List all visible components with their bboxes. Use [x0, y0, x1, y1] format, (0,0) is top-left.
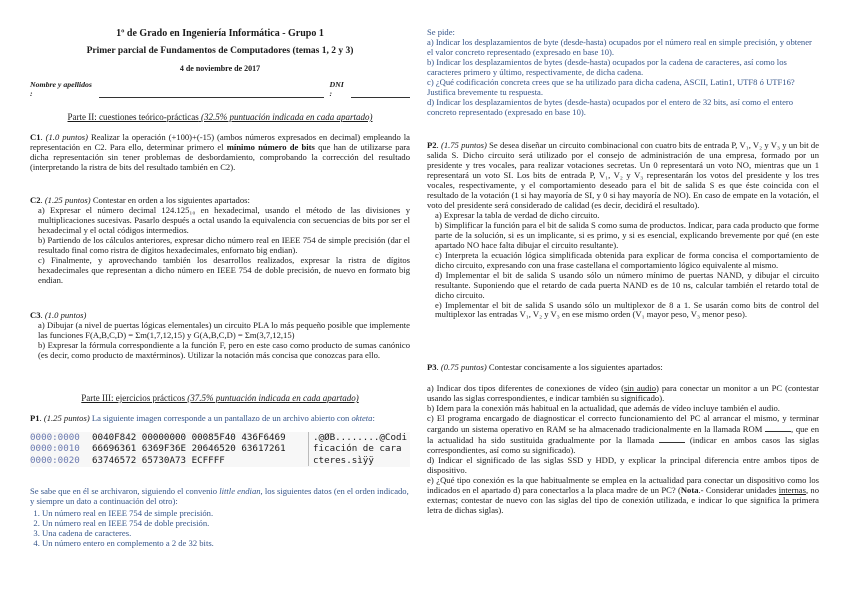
name-label: Nombre y apellidos : — [30, 80, 92, 99]
p3-item-c — [427, 414, 819, 456]
exam-title: Primer parcial de Fundamentos de Computadores (temas 1, 2 y 3) — [86, 46, 354, 56]
list-item: 4. Un número entero en complemento a 2 de 32 bits. — [42, 539, 410, 549]
p1-after-ital: little endian — [219, 486, 261, 496]
p1-question-c: c) ¿Qué codificación concreta crees que se ha utilizado para dicha cadena, ASCII, Latin1, UTF8 ó UTF16? Justifica brevemente tu respuesta. — [427, 76, 795, 97]
p3-e-pre: e) ¿Qué tipo conexión es la que habitualmente se emplea en la actualidad para conectar un dispositivo como los indicados en el apartado d) para conectarlos a la placa madre de un PC? ( — [427, 474, 819, 495]
p2-intro: Se desea diseñar un circuito combinacional con cuatro bits de entrada P, V₁, V₂ y V₃ y un bit de salida S. Dicho circuito será utilizado por el consejo de administración de una empresa, formado por un presidente y tres vocales, para realizar votaciones secretas. Un 0 representará un voto NO, mientras que un 1 representará un voto SI. Los bits de entrada P, V₁, V₂ y V₃ representarán los votos del presidente y los tres vocales, respectivamente, y el comportamiento deseado para el bit de salida S es que éste coincida con el resultado de la votación (1 si hay mayoría de SI, y 0 si hay mayoría de NO). En caso de empate en la votación, el voto del presidente será considerado de calidad (es decir, decidirá el resultado). — [427, 140, 820, 210]
c2-points: (1.25 puntos) — [44, 195, 91, 205]
c1-points: (1.0 puntos) — [45, 132, 88, 142]
p1-after-a: Se sabe que en él se archivaron, siguiendo el convenio — [30, 486, 218, 496]
dni-label: DNI : — [329, 80, 344, 99]
part2-heading — [30, 112, 410, 122]
p1-question-b: b) Indicar los desplazamientos de bytes (desde-hasta) ocupados por la cadena de caracteres, así como los caracteres primero y último, respectivamente, de dicha cadena. — [427, 56, 787, 77]
p3-c-pre: c) El programa encargado de diagnosticar el correcto funcionamiento del PC al arrancar el mismo, y terminar cargando un sistema operativo en RAM se ha almacenado tradicionalmente en la llamada ROM — [427, 412, 819, 434]
p1-tool: okteta — [351, 413, 373, 423]
list-item: 3. Una cadena de caracteres. — [42, 529, 410, 539]
p1-intro: P1. (1.25 puntos) La siguiente imagen corresponde a un pantallazo de un archivo abierto con okteta: — [30, 413, 375, 423]
part3-title: Parte III: ejercicios prácticos — [81, 393, 185, 403]
se-pide: Se pide: — [427, 27, 455, 37]
part3-score: (37.5% puntuación indicada en cada apartado) — [187, 393, 359, 403]
list-item: 2. Un número real en IEEE 754 de doble precisión. — [42, 519, 410, 529]
p1-data-list — [30, 509, 410, 549]
question-c2: C2. (1.25 puntos) Contestar en orden a los siguientes apartados: a) Expresar el número decimal 124.125₁₀ en hexadecimal, usando el método de las divisiones y multiplicaciones sucesivas. Pasarlo después a octal usando la equivalencia con secuencias de bits por ser el hexadecimal y el octal códigos intermedios. b) Partiendo de los cálculos anteriores, expresar dicho número real en IEEE 754 de simple precisión (dar el resultado final como ristra de dígitos hexadecimales, enfornato big endian). c) Finalmente, y aprovechando también los desarrollos realizados, expresar la ristra de dígitos hexadecimales que representan a dicho número en IEEE 754 de doble precisión, de nuevo en formato big endian. — [30, 195, 410, 285]
p3-c-mid: , que en la actualidad ha sido sustituida gradualmente por la llamada — [427, 423, 820, 445]
name-field[interactable] — [99, 90, 323, 98]
p2-item: c) Interpreta la ecuación lógica simplificada obtenida para explicar de forma concisa el comportamiento de dicho circuito, expresando con una frase castellana el comportamiento lógico equivalente al mismo. — [435, 249, 819, 270]
p3-intro: Contestar concisamente a los siguientes apartados: — [488, 362, 663, 372]
c1-bold: mínimo número de bits — [226, 141, 315, 152]
blank-field[interactable] — [765, 424, 791, 432]
c3-a: a) Dibujar (a nivel de puertas lógicas elementales) un circuito PLA lo más pequeño posible que implemente las funciones F(A,B,C,D) = Σm(1,7,12,15) y G(A,B,C,D) = Σm(3,7,12,15) — [38, 319, 410, 340]
c3-b: b) Expresar la fórmula correspondiente a la función F, pero en este caso como producto de sumas canónico (es decir, como producto de maxtérminos). Utilizar la notación más concisa que conozcas para ello. — [38, 339, 410, 360]
p3-e-underlined: internas — [778, 484, 806, 495]
c2-label: C2 — [30, 195, 41, 205]
list-item: 1. Un número real en IEEE 754 de simple precisión. — [42, 509, 410, 519]
question-c3: C3. (1.0 puntos) a) Dibujar (a nivel de puertas lógicas elementales) un circuito PLA lo más pequeño posible que implemente las funciones F(A,B,C,D) = Σm(1,7,12,15) y G(A,B,C,D) = Σm(3,7,12,15) b) Expresar la fórmula correspondiente a la función F, pero en este caso como producto de sumas canónico (es decir, como producto de maxtérminos). Utilizar la notación más concisa que conozcas para ello. — [30, 310, 410, 360]
p3-item-e — [427, 476, 819, 516]
p3-item-b: b) Idem para la conexión más habitual en la actualidad, que además de vídeo incluye también el audio. — [427, 402, 780, 413]
part2-score: (32.5% puntuación indicada en cada apartado) — [200, 112, 373, 122]
p3-e-nota: Nota — [680, 484, 699, 495]
c2-b: b) Partiendo de los cálculos anteriores, expresar dicho número real en IEEE 754 de simple precisión (dar el resultado final como ristra de dígitos hexadecimales, enfornato big endian). — [38, 234, 410, 255]
p1-points: (1.25 puntos) — [43, 413, 90, 423]
p3-label: P3 — [427, 362, 437, 372]
p3-c-post: (indicar en ambos casos las siglas correspondientes, así como su significado). — [427, 434, 819, 455]
hex-ascii: .@ØB........@Codi — [313, 432, 408, 443]
hex-bytes: 63746572 65730A73 ECFFFF — [92, 454, 225, 466]
c1-label: C1 — [30, 132, 41, 142]
p3-e-mid: .- Considerar unidades — [698, 484, 777, 495]
c3-label: C3 — [30, 310, 41, 320]
hex-addr: 0000:0020 — [30, 454, 80, 466]
hex-ascii: ficación de cara — [313, 443, 402, 455]
p1-label: P1 — [30, 413, 40, 423]
p1-questions — [427, 28, 819, 118]
hex-addr: 0000:0010 — [30, 443, 80, 455]
p3-heading: P3. (0.75 puntos) Contestar concisamente a los siguientes apartados: — [427, 362, 663, 372]
hex-ascii-column — [308, 432, 407, 466]
p2-item: e) Implementar el bit de salida S usando sólo un multiplexor de 8 a 1. Se usarán como bits de control del multiplexor las entradas V₁, V₂ y V₃ en ese mismo orden (V₁ mayor peso, V₃ menor peso). — [435, 299, 819, 320]
question-p2: P2. (1.75 puntos) Se desea diseñar un circuito combinacional con cuatro bits de entrada P, V₁, V₂ y V₃ y un bit de salida S. Dicho circuito será utilizado por el consejo de administración de una empresa, formado por un presidente y tres vocales, para realizar votaciones secretas. Un 0 representará un voto NO, mientras que un 1 representará un voto SI. Los bits de entrada P, V₁, V₂ y V₃ representarán los votos del presidente y los tres vocales, respectivamente, y el comportamiento deseado para el bit de salida S es que éste coincida con el resultado de la votación (1 si hay mayoría de SI, y 0 si hay mayoría de NO). En caso de empate en la votación, el voto del presidente será considerado de calidad (es decir, decidirá el resultado). a) Expresar la tabla de verdad de dicho circuito. b) Simplificar la función para el bit de salida S como suma de productos. Indicar, para cada producto que forme parte de la solución, si es un implicante, si es primo, y si es esencial, explicando brevemente por qué (en este apartado NO hace falta dibujar el circuito resultante). c) Interpreta la ecuación lógica simplificada obtenida para explicar de forma concisa el comportamiento de dicho circuito, expresando con una frase castellana el comportamiento lógico equivalente al mismo. d) Implementar el bit de salida S usando sólo un número mínimo de puertas NAND, y dibujar el circuito resultante. Suponiendo que el retardo de cada puerta NAND es de 10 ns, calcular también el retardo total de dicho circuito. e) Implementar el bit de salida S usando sólo un multiplexor de 8 a 1. Se usarán como bits de control del multiplexor las entradas V₁, V₂ y V₃ en ese mismo orden (V₁ mayor peso, V₃ menor peso). — [427, 140, 820, 320]
p1-question-a: a) Indicar los desplazamientos de byte (desde-hasta) ocupados por el número real en simple precisión, y obtener el valor concreto representado (expresado en base 10). — [427, 36, 812, 57]
p3-e-post: , no externas; contestar de nuevo con las siglas del tipo de conexión utilizada, e indicar lo que significa la primera letra de dichas siglas). — [427, 484, 820, 515]
hex-bytes: 66696361 6369F36E 20646520 63617261 — [92, 443, 286, 455]
p2-label: P2 — [427, 140, 437, 150]
p1-intro-text: La siguiente imagen corresponde a un pantallazo de un archivo abierto con — [91, 413, 350, 423]
part3-heading — [30, 393, 410, 403]
c2-a: a) Expresar el número decimal 124.125₁₀ en hexadecimal, usando el método de las divisiones y multiplicaciones sucesivas. Pasarlo después a octal usando la equivalencia con secuencias de bits por ser el hexadecimal y el octal códigos intermedios. — [38, 204, 410, 235]
question-c1: C1. (1.0 puntos) Realizar la operación (+100)+(-15) (ambos números expresados en decimal) empleando la representación en C2. Para ello, determinar primero el mínimo número de bits que han de utilizarse para dicha representación sin tener problemas de desbordamiento, comprobando la corrección del resultado (interpretando la ristra de bits del resultado también en C2). — [30, 132, 410, 172]
hex-bytes-column — [92, 432, 286, 466]
exam-date: 4 de noviembre de 2017 — [179, 64, 261, 73]
hex-ascii: cteres.sìÿÿ — [313, 454, 374, 466]
p1-question-d: d) Indicar los desplazamientos de bytes (desde-hasta) ocupados por el entero de 32 bits, así como el entero concreto representado (expresado en base 10). — [427, 96, 794, 117]
p2-item: b) Simplificar la función para el bit de salida S como suma de productos. Indicar, para cada producto que forme parte de la solución, si es un implicante, si es primo, y si es esencial, explicando brevemente por qué (en este apartado NO hace falta dibujar el circuito resultante). — [435, 219, 819, 250]
p1-after-b: , los siguientes datos (en el orden indicado, y siempre un dato a continuación del otro): — [30, 486, 409, 506]
p3-item-d: d) Indicar el significado de las siglas SSD y HDD, y explicar la principal diferencia entre ambos tipos de dispositivo. — [427, 454, 819, 475]
hex-address-column — [30, 432, 80, 466]
p1-after — [30, 487, 410, 507]
c2-c: c) Finalmente, y aprovechando también los desarrollos realizados, expresar la ristra de dígitos hexadecimales que representan a dicho número en IEEE 754 de doble precisión, de nuevo en formato big endian. — [38, 254, 410, 285]
p2-item: d) Implementar el bit de salida S usando sólo un número mínimo de puertas NAND, y dibujar el circuito resultante. Suponiendo que el retardo de cada puerta NAND es de 10 ns, calcular también el retardo total de dicho circuito. — [435, 269, 819, 300]
name-row — [30, 80, 410, 98]
p3-points: (0.75 puntos) — [440, 362, 487, 372]
c1-text-b: que han de utilizarse para dicha representación sin tener problemas de desbordamiento, comprobando la corrección del resultado (interpretando la ristra de bits del resultado también en C2). — [30, 141, 410, 172]
blank-field[interactable] — [659, 435, 685, 443]
question-p3 — [427, 384, 819, 516]
course-title: 1º de Grado en Ingeniería Informática - Grupo 1 — [116, 28, 324, 39]
p3-item-a — [427, 384, 819, 404]
c2-intro: Contestar en orden a los siguientes apartados: — [92, 195, 250, 205]
dni-field[interactable] — [351, 90, 410, 98]
c1-text-a: Realizar la operación (+100)+(-15) (ambos números expresados en decimal) empleando la representación en C2. Para ello, determinar primero el — [30, 132, 410, 152]
p3-a-underlined: sin audio — [623, 383, 657, 393]
c3-points: (1.0 puntos) — [44, 310, 87, 320]
hex-addr: 0000:0000 — [30, 432, 80, 443]
p3-a-pre: a) Indicar dos tipos diferentes de conexiones de vídeo ( — [427, 383, 624, 393]
hex-dump — [30, 432, 410, 467]
hex-bytes: 0040F842 00000000 00085F40 436F6469 — [92, 432, 286, 443]
p2-item: a) Expresar la tabla de verdad de dicho circuito. — [435, 209, 600, 220]
part2-title: Parte II: cuestiones teórico-prácticas — [67, 112, 199, 122]
p3-a-post: ) para conectar un monitor a un PC (contestar usando las siglas correspondientes, e indicar también su significado). — [427, 383, 819, 403]
p2-points: (1.75 puntos) — [440, 140, 487, 150]
